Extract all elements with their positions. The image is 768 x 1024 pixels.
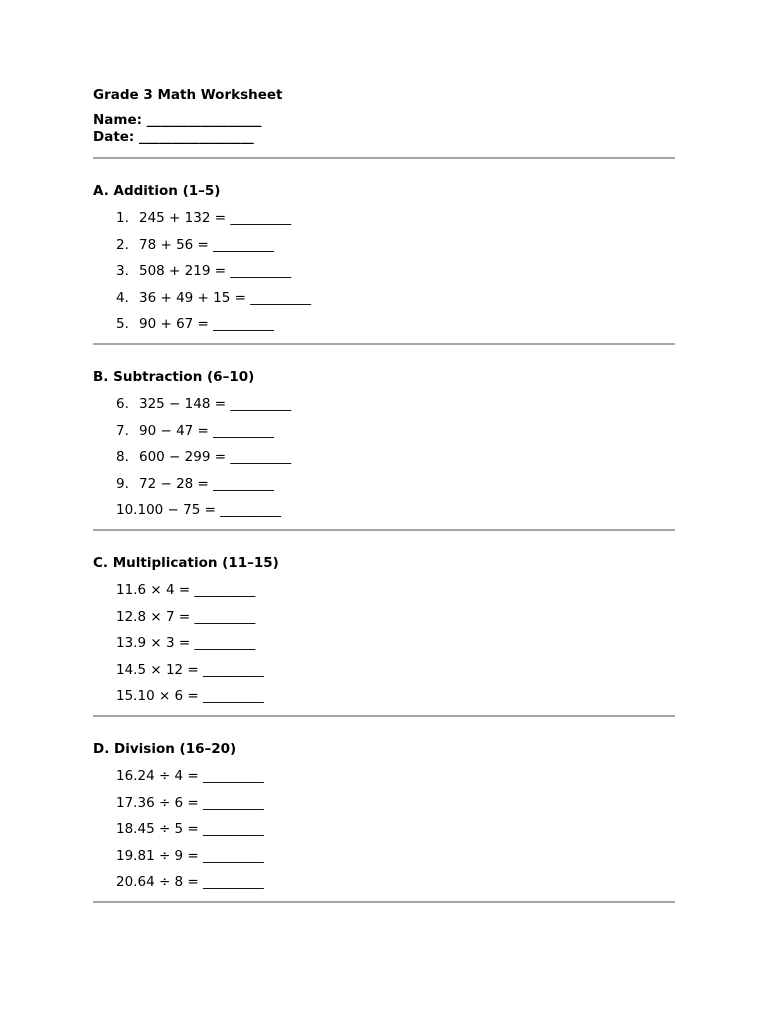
problem-item xyxy=(93,501,675,519)
problem-item xyxy=(93,608,675,626)
problem-item xyxy=(93,395,675,413)
problem-item xyxy=(93,422,675,440)
problem-number: 7. xyxy=(116,422,129,439)
section-divider xyxy=(93,343,675,345)
problem-item xyxy=(93,236,675,254)
problem-number: 17. xyxy=(116,794,138,811)
problem-text: 508 + 219 = _________ xyxy=(139,263,292,279)
worksheet-page xyxy=(93,86,675,903)
problem-text: 100 − 75 = _________ xyxy=(137,502,281,518)
problem-item xyxy=(93,794,675,812)
problem-text: 5 × 12 = _________ xyxy=(137,661,264,678)
problem-text: 90 + 67 = _________ xyxy=(139,316,274,332)
problem-text: 36 ÷ 6 = _________ xyxy=(137,794,264,811)
section-title: C. Multiplication (11–15) xyxy=(93,555,279,571)
problem-number: 18. xyxy=(116,821,138,837)
problem-item xyxy=(93,687,675,705)
problem-item xyxy=(93,820,675,838)
problem-item xyxy=(93,634,675,652)
problem-number: 11. xyxy=(116,582,138,598)
problem-number: 6. xyxy=(116,396,129,412)
problem-item xyxy=(93,209,675,227)
problem-text: 36 + 49 + 15 = _________ xyxy=(139,289,311,306)
problem-item xyxy=(93,289,675,307)
problem-item xyxy=(93,873,675,891)
header-divider xyxy=(93,157,675,159)
date-field: Date: _________________ xyxy=(93,129,254,145)
name-field: Name: _________________ xyxy=(93,112,262,128)
problem-item xyxy=(93,581,675,599)
problem-number: 4. xyxy=(116,289,129,306)
problem-text: 600 − 299 = _________ xyxy=(139,449,292,465)
problem-number: 16. xyxy=(116,768,138,784)
section-title: D. Division (16–20) xyxy=(93,741,237,757)
problem-number: 2. xyxy=(116,236,129,253)
section-divider xyxy=(93,901,675,903)
problem-text: 72 − 28 = _________ xyxy=(139,475,274,492)
section-title: A. Addition (1–5) xyxy=(93,183,221,199)
problem-number: 1. xyxy=(116,210,129,226)
problem-item xyxy=(93,661,675,679)
problem-number: 14. xyxy=(116,661,138,678)
problem-text: 24 ÷ 4 = _________ xyxy=(137,768,264,784)
problem-item xyxy=(93,475,675,493)
problem-item xyxy=(93,262,675,280)
problem-text: 90 − 47 = _________ xyxy=(139,422,274,439)
problem-number: 3. xyxy=(116,263,129,279)
section-title: B. Subtraction (6–10) xyxy=(93,369,255,385)
problem-number: 12. xyxy=(116,608,138,625)
problem-list xyxy=(93,767,675,891)
problem-number: 5. xyxy=(116,316,129,332)
problem-number: 13. xyxy=(116,635,138,651)
problem-item xyxy=(93,847,675,865)
problem-text: 78 + 56 = _________ xyxy=(139,236,274,253)
section-divider xyxy=(93,715,675,717)
problem-number: 20. xyxy=(116,874,138,890)
section-multiplication xyxy=(93,554,675,717)
problem-text: 245 + 132 = _________ xyxy=(139,210,292,226)
problem-list xyxy=(93,209,675,333)
problem-item xyxy=(93,767,675,785)
section-addition xyxy=(93,182,675,345)
problem-text: 10 × 6 = _________ xyxy=(137,688,264,704)
problem-number: 19. xyxy=(116,847,138,864)
problem-number: 9. xyxy=(116,475,129,492)
problem-text: 325 − 148 = _________ xyxy=(139,396,292,412)
problem-text: 9 × 3 = _________ xyxy=(137,635,256,651)
problem-text: 8 × 7 = _________ xyxy=(137,608,256,625)
problem-list xyxy=(93,581,675,705)
problem-number: 10. xyxy=(116,502,138,518)
worksheet-title: Grade 3 Math Worksheet xyxy=(93,87,283,103)
problem-text: 6 × 4 = _________ xyxy=(137,582,256,598)
problem-text: 81 ÷ 9 = _________ xyxy=(137,847,264,864)
problem-item xyxy=(93,448,675,466)
problem-number: 15. xyxy=(116,688,138,704)
section-divider xyxy=(93,529,675,531)
problem-text: 45 ÷ 5 = _________ xyxy=(137,821,264,837)
problem-number: 8. xyxy=(116,449,129,465)
problem-text: 64 ÷ 8 = _________ xyxy=(137,874,264,890)
section-subtraction xyxy=(93,368,675,531)
problem-item xyxy=(93,315,675,333)
problem-list xyxy=(93,395,675,519)
section-division xyxy=(93,740,675,903)
